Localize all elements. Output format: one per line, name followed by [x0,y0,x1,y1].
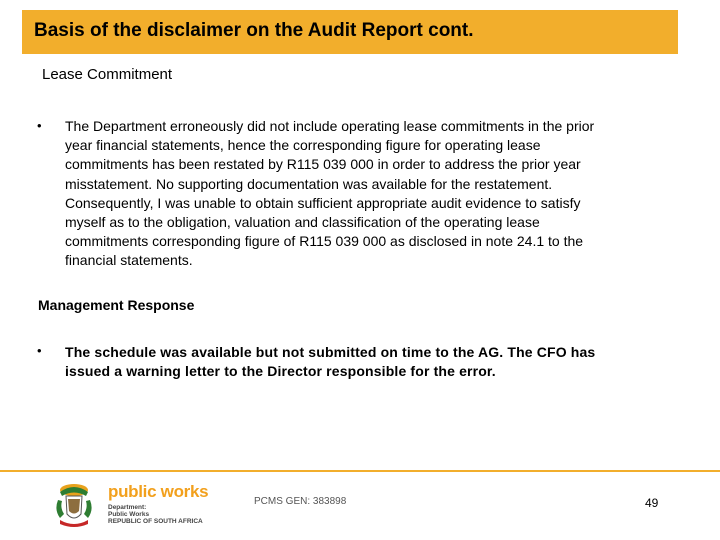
paragraph-line: year financial statements, hence the corresponding figure for operating lease [65,137,541,154]
management-response-heading: Management Response [38,297,195,313]
page-number: 49 [645,496,659,510]
paragraph-line: financial statements. [65,252,193,269]
paragraph-line: commitments corresponding figure of R115 039 000 as disclosed in note 24.1 to the [65,233,584,250]
lease-commitment-paragraph [65,117,675,271]
paragraph-line: Consequently, I was unable to obtain sufficient appropriate audit evidence to satisfy [65,194,581,211]
title-bar [22,10,678,54]
logo-subtext: REPUBLIC OF SOUTH AFRICA [108,518,203,525]
paragraph-line: The schedule was available but not submitted on time to the AG. The CFO has [65,344,596,360]
lease-commitment-heading: Lease Commitment [42,66,173,83]
paragraph-line: issued a warning letter to the Director responsible for the error. [65,363,496,380]
footer-divider [0,470,720,472]
logo-subtext: Public Works [108,511,150,518]
slide-title: Basis of the disclaimer on the Audit Report cont. [34,20,474,41]
document-reference: PCMS GEN: 383898 [254,496,347,507]
paragraph-line: myself as to the obligation, valuation and classification of the operating lease [65,214,540,231]
coat-of-arms-icon [48,480,100,530]
logo-brand-text: public works [108,482,209,501]
bullet-icon: • [37,343,42,358]
paragraph-line: The Department erroneously did not include operating lease commitments in the prior [65,118,595,134]
management-response-paragraph [65,343,675,381]
logo-subtext: Department: [108,504,147,511]
paragraph-line: commitments has been restated by R115 039 000 in order to address the prior year [65,156,581,173]
paragraph-line: misstatement. No supporting documentation was available for the restatement. [65,175,553,192]
bullet-icon: • [37,118,42,133]
public-works-logo [48,480,208,530]
